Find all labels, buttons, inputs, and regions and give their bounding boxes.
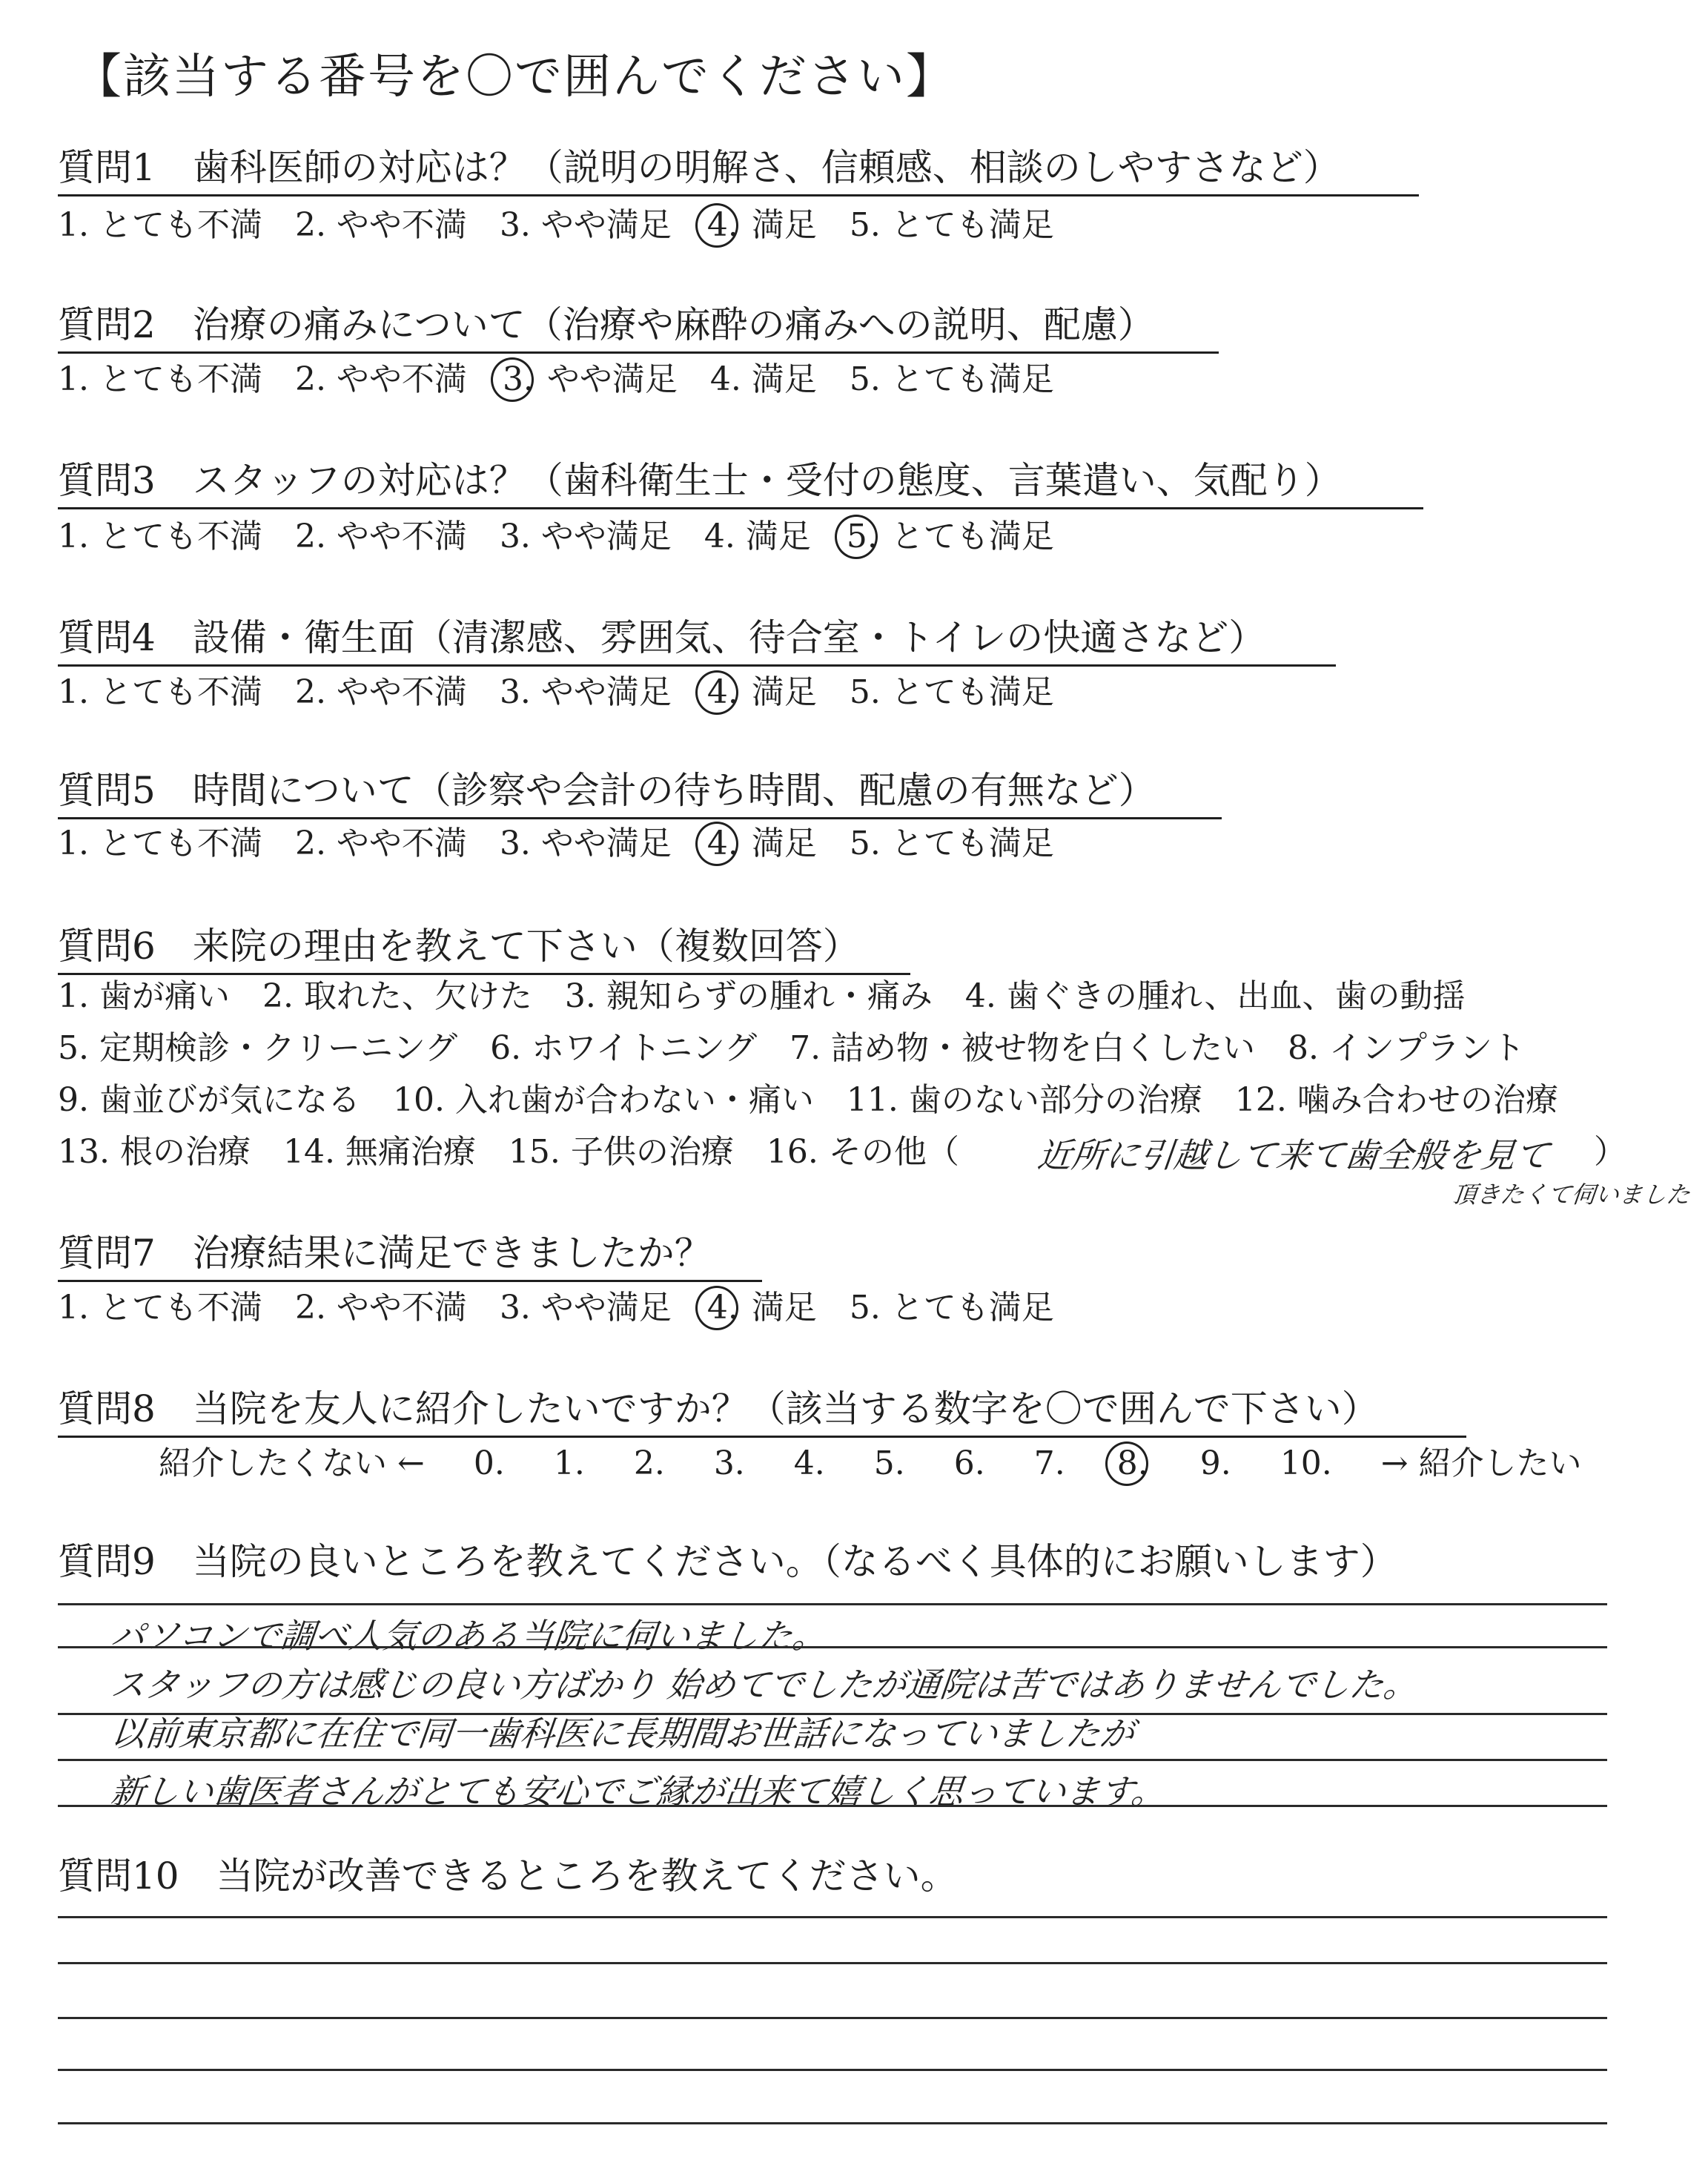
scale-5[interactable]: 5. [873, 1444, 905, 1482]
q3-option-1[interactable]: 1. とても不満 [58, 518, 262, 555]
question-9-answer-line-2[interactable]: スタッフの方は感じの良い方ばかり 始めてでしたが通院は苦ではありませんでした。 [108, 1665, 1420, 1705]
scale-0[interactable]: 0. [473, 1444, 505, 1482]
answer-line [58, 1603, 1607, 1605]
question-2-underline [58, 351, 1219, 354]
question-6-other-handwritten-2: 頂きたくて伺いました [1451, 1180, 1692, 1209]
q4-option-2[interactable]: 2. やや不満 [294, 673, 467, 711]
question-6-other-handwritten: 近所に引越して来て歯全般を見て [1035, 1135, 1552, 1175]
question-1-title: 質問1 歯科医師の対応は？（説明の明解さ、信頼感、相談のしやすさなど） [58, 146, 1340, 189]
question-7-underline [58, 1280, 762, 1282]
q5-option-1[interactable]: 1. とても不満 [58, 825, 262, 862]
q1-option-2[interactable]: 2. やや不満 [294, 206, 467, 244]
q4-option-4-circled[interactable]: 4. [704, 672, 741, 713]
q7-option-5[interactable]: 5. とても満足 [849, 1289, 1054, 1327]
scale-7[interactable]: 7. [1033, 1444, 1065, 1482]
q7-option-4-circled[interactable]: 4. [704, 1287, 741, 1329]
page-header: 【該当する番号を〇で囲んでください】 [74, 50, 955, 105]
question-6-title: 質問6 来院の理由を教えて下さい（複数回答） [58, 925, 860, 968]
scale-4[interactable]: 4. [793, 1444, 825, 1482]
q5-option-3[interactable]: 3. やや満足 [499, 825, 672, 862]
answer-line[interactable] [58, 1916, 1607, 1918]
question-7-options [58, 1287, 1076, 1329]
question-4-options [58, 672, 1076, 713]
q3-option-3[interactable]: 3. やや満足 [499, 518, 672, 555]
q1-option-4-label: 満足 [751, 206, 817, 244]
q1-option-3[interactable]: 3. やや満足 [499, 206, 672, 244]
question-4-underline [58, 664, 1336, 667]
q7-option-1[interactable]: 1. とても不満 [58, 1289, 262, 1327]
scale-right-label: → 紹介したい [1380, 1444, 1582, 1482]
scale-6[interactable]: 6. [953, 1444, 985, 1482]
q3-option-5-circled[interactable]: 5. [844, 516, 881, 558]
q5-option-5[interactable]: 5. とても満足 [849, 825, 1054, 862]
scale-8-circled[interactable]: 8. [1114, 1443, 1151, 1484]
question-8-scale [159, 1443, 1621, 1484]
q3-option-2[interactable]: 2. やや不満 [294, 518, 467, 555]
answer-line [58, 1805, 1607, 1807]
q7-option-3[interactable]: 3. やや満足 [499, 1289, 672, 1327]
question-3-title: 質問3 スタッフの対応は？（歯科衛生士・受付の態度、言葉遣い、気配り） [58, 459, 1342, 502]
answer-line[interactable] [58, 1962, 1607, 1964]
scale-3[interactable]: 3. [713, 1444, 745, 1482]
q7-option-4-label: 満足 [751, 1289, 817, 1327]
scale-2[interactable]: 2. [633, 1444, 665, 1482]
question-3-underline [58, 507, 1423, 509]
scale-10[interactable]: 10. [1280, 1444, 1332, 1482]
question-7-title: 質問7 治療結果に満足できましたか？ [58, 1232, 712, 1275]
question-6-line-3: 9. 歯並びが気になる 10. 入れ歯が合わない・痛い 11. 歯のない部分の治療 12. 噛み合わせの治療 [58, 1081, 1558, 1119]
question-3-options [58, 516, 1076, 558]
q2-option-2[interactable]: 2. やや不満 [294, 360, 467, 398]
question-1-options [58, 205, 1076, 246]
question-6-line-1: 1. 歯が痛い 2. 取れた、欠けた 3. 親知らずの腫れ・痛み 4. 歯ぐきの腫れ、出血、歯の動揺 [58, 977, 1466, 1015]
question-4-title: 質問4 設備・衛生面（清潔感、雰囲気、待合室・トイレの快適さなど） [58, 616, 1266, 659]
question-2-options [58, 359, 1076, 400]
q2-option-5[interactable]: 5. とても満足 [849, 360, 1054, 398]
question-8-underline [58, 1436, 1466, 1438]
answer-line[interactable] [58, 2069, 1607, 2071]
q5-option-4-label: 満足 [751, 825, 817, 862]
question-6-other-close-paren: ） [1594, 1133, 1626, 1171]
q5-option-4-circled[interactable]: 4. [704, 823, 741, 865]
answer-line [58, 1759, 1607, 1761]
question-5-underline [58, 817, 1222, 819]
question-9-title: 質問9 当院の良いところを教えてください。（なるべく具体的にお願いします） [58, 1540, 1397, 1583]
answer-line [58, 1646, 1607, 1648]
q2-option-3-circled[interactable]: 3. [500, 359, 537, 400]
scale-1[interactable]: 1. [553, 1444, 585, 1482]
question-5-title: 質問5 時間について（診察や会計の待ち時間、配慮の有無など） [58, 769, 1156, 812]
q4-option-1[interactable]: 1. とても不満 [58, 673, 262, 711]
q2-option-3-label: やや満足 [546, 360, 678, 398]
question-5-options [58, 823, 1076, 865]
question-6-line-4: 13. 根の治療 14. 無痛治療 15. 子供の治療 16. その他（ [58, 1133, 959, 1171]
q3-option-4[interactable]: 4. 満足 [704, 518, 811, 555]
question-6-underline [58, 973, 910, 975]
q2-option-4[interactable]: 4. 満足 [709, 360, 817, 398]
q1-option-4-circled[interactable]: 4. [704, 205, 741, 246]
question-8-title: 質問8 当院を友人に紹介したいですか？（該当する数字を〇で囲んで下さい） [58, 1387, 1379, 1430]
answer-line[interactable] [58, 2122, 1607, 2124]
question-10-title: 質問10 当院が改善できるところを教えてください。 [58, 1855, 958, 1898]
question-6-line-2: 5. 定期検診・クリーニング 6. ホワイトニング 7. 詰め物・被せ物を白くしたい 8. インプラント [58, 1029, 1526, 1067]
question-9-answer-line-4[interactable]: 新しい歯医者さんがとても安心でご縁が出来て嬉しく思っています。 [108, 1771, 1168, 1811]
q5-option-2[interactable]: 2. やや不満 [294, 825, 467, 862]
q2-option-1[interactable]: 1. とても不満 [58, 360, 262, 398]
question-9-answer-line-3[interactable]: 以前東京都に在住で同一歯科医に長期間お世話になっていましたが [108, 1714, 1136, 1754]
q4-option-3[interactable]: 3. やや満足 [499, 673, 672, 711]
q4-option-5[interactable]: 5. とても満足 [849, 673, 1054, 711]
q3-option-5-label: とても満足 [890, 518, 1054, 555]
q1-option-1[interactable]: 1. とても不満 [58, 206, 262, 244]
scale-9[interactable]: 9. [1199, 1444, 1231, 1482]
q4-option-4-label: 満足 [751, 673, 817, 711]
question-2-title: 質問2 治療の痛みについて（治療や麻酔の痛みへの説明、配慮） [58, 303, 1155, 346]
question-9-answer-line-1[interactable]: パソコンで調べ人気のある当院に伺いました。 [108, 1616, 829, 1656]
q7-option-2[interactable]: 2. やや不満 [294, 1289, 467, 1327]
question-1-underline [58, 194, 1419, 196]
answer-line[interactable] [58, 2017, 1607, 2019]
scale-left-label: 紹介したくない ← [159, 1444, 425, 1482]
q1-option-5[interactable]: 5. とても満足 [849, 206, 1054, 244]
